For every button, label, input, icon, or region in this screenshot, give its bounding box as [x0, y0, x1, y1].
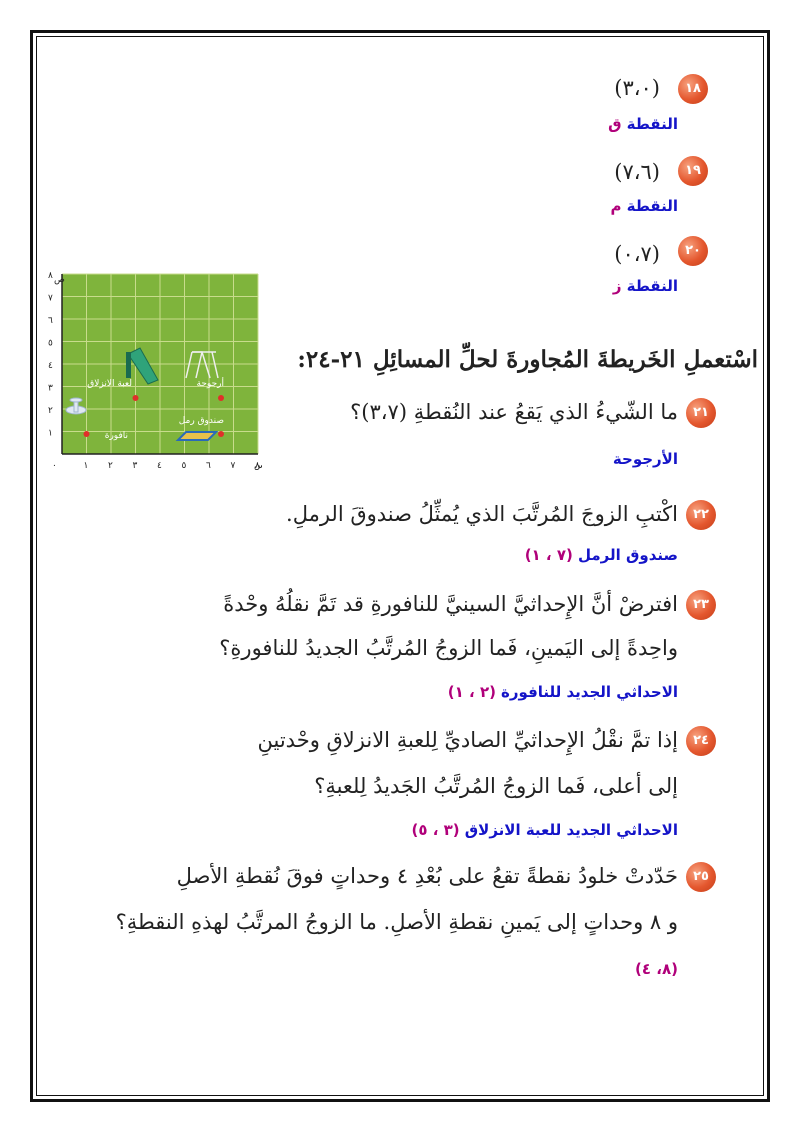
answer-24-value: (٣ ، ٥) — [411, 821, 460, 839]
answer-18 — [608, 114, 678, 133]
x-tick-labels — [84, 461, 261, 471]
y-tick-label: ٨ — [48, 271, 53, 281]
answer-24-label: الاحداثي الجديد للعبة الانزلاق — [464, 821, 678, 839]
marker-sandbox — [218, 431, 224, 437]
problem-number-23: ٢٣ — [686, 590, 716, 620]
question-23-line2: واحِدةً إلى اليَمينِ، فَما الزوجُ المُرتَّبُ الجديدُ للنافورةِ؟ — [219, 636, 678, 660]
y-tick-label: ٤ — [48, 361, 53, 371]
answer-22 — [525, 545, 678, 564]
y-tick-label: ١ — [48, 428, 53, 439]
page-inner-border — [36, 36, 764, 1096]
answer-letter-20: ز — [612, 277, 622, 295]
x-tick-label: ٢ — [108, 461, 113, 471]
answer-23 — [448, 682, 678, 701]
y-tick-label: ٢ — [48, 406, 53, 416]
answer-24 — [411, 820, 678, 839]
origin-label: ٠ — [52, 461, 57, 471]
point-20: (٠،٧) — [614, 242, 660, 266]
problem-number-21: ٢١ — [686, 398, 716, 428]
marker-swing — [218, 395, 224, 401]
question-21: ما الشّيءُ الذي يَقعُ عند النُقطةِ (٣،٧)؟ — [350, 400, 678, 424]
question-23-line1: افترضْ أنَّ الإِحداثيَّ السينيَّ للنافورةِ قد تَمَّ نقلُهُ وحْدةً — [223, 592, 678, 616]
coordinate-map-svg — [40, 268, 262, 482]
answer-23-label: الاحداثي الجديد للنافورة — [501, 683, 678, 701]
x-tick-label: ٦ — [206, 461, 211, 471]
answer-21: الأرجوحة — [612, 450, 678, 468]
label-fountain: نافورة — [104, 431, 128, 441]
x-tick-label: ٣ — [132, 461, 138, 471]
answer-25: (٨، ٤) — [635, 960, 678, 978]
marker-fountain — [84, 431, 90, 437]
label-slide: لعبة الانزلاق — [87, 379, 132, 389]
answer-22-value: (٧ ، ١) — [524, 546, 573, 564]
answer-19 — [611, 196, 679, 215]
question-24-line1: إذا تمَّ نقْلُ الإِحداثيِّ الصاديِّ لِلعبةِ الانزلاقِ وحْدتينِ — [257, 728, 678, 752]
point-18: (٣،٠) — [614, 76, 660, 100]
label-sandbox: صندوق رمل — [178, 416, 224, 426]
answer-label-19: النقطة — [626, 197, 678, 215]
x-tick-label: ٤ — [157, 461, 162, 471]
answer-label-20: النقطة — [626, 277, 678, 295]
y-tick-label: ٣ — [48, 383, 53, 394]
x-tick-label: ٨ — [255, 461, 260, 471]
problem-number-22: ٢٢ — [686, 500, 716, 530]
problem-number-20: ٢٠ — [678, 236, 708, 266]
answer-letter-19: م — [610, 197, 622, 215]
problem-number-18: ١٨ — [678, 74, 708, 104]
y-tick-label: ٧ — [48, 293, 53, 304]
coordinate-map — [40, 268, 262, 482]
question-22: اكْتبِ الزوجَ المُرتَّبَ الذي يُمثِّلُ صندوقَ الرملِ. — [286, 502, 678, 526]
sandbox-icon — [178, 432, 216, 440]
label-swing: أرجوحة — [196, 379, 224, 389]
y-axis-label: ص — [54, 275, 65, 285]
x-tick-label: ١ — [83, 461, 89, 471]
question-25-line2: و ٨ وحداتٍ إلى يَمينِ نقطةِ الأصلِ. ما الزوجُ المرتَّبُ لهذهِ النقطةِ؟ — [115, 910, 678, 934]
marker-slide — [133, 395, 139, 401]
answer-22-label: صندوق الرمل — [577, 546, 678, 564]
answer-20 — [613, 276, 678, 295]
answer-letter-18: ق — [608, 115, 622, 133]
point-19: (٧،٦) — [614, 160, 660, 184]
x-tick-label: ٥ — [181, 461, 187, 471]
question-25-line1: حَدّدتْ خلودُ نقطةً تقعُ على بُعْدِ ٤ وحداتٍ فوقَ نُقطةِ الأصلِ — [176, 864, 678, 888]
problem-number-25: ٢٥ — [686, 862, 716, 892]
problem-number-24: ٢٤ — [686, 726, 716, 756]
answer-label-18: النقطة — [626, 115, 678, 133]
y-tick-label: ٥ — [48, 338, 53, 349]
problem-number-19: ١٩ — [678, 156, 708, 186]
x-tick-label: ٧ — [230, 461, 236, 471]
y-tick-labels — [48, 271, 53, 439]
question-24-line2: إلى أعلى، فَما الزوجُ المُرتَّبُ الجَديدُ لِلعبةِ؟ — [314, 774, 678, 798]
section-heading: اسْتعملِ الخَريطةَ المُجاورةَ لحلِّ المسائِلِ ٢١-٢٤: — [297, 346, 758, 373]
answer-23-value: (٢ ، ١) — [447, 683, 496, 701]
x-axis-label: س — [254, 461, 262, 471]
y-tick-label: ٦ — [48, 316, 53, 326]
